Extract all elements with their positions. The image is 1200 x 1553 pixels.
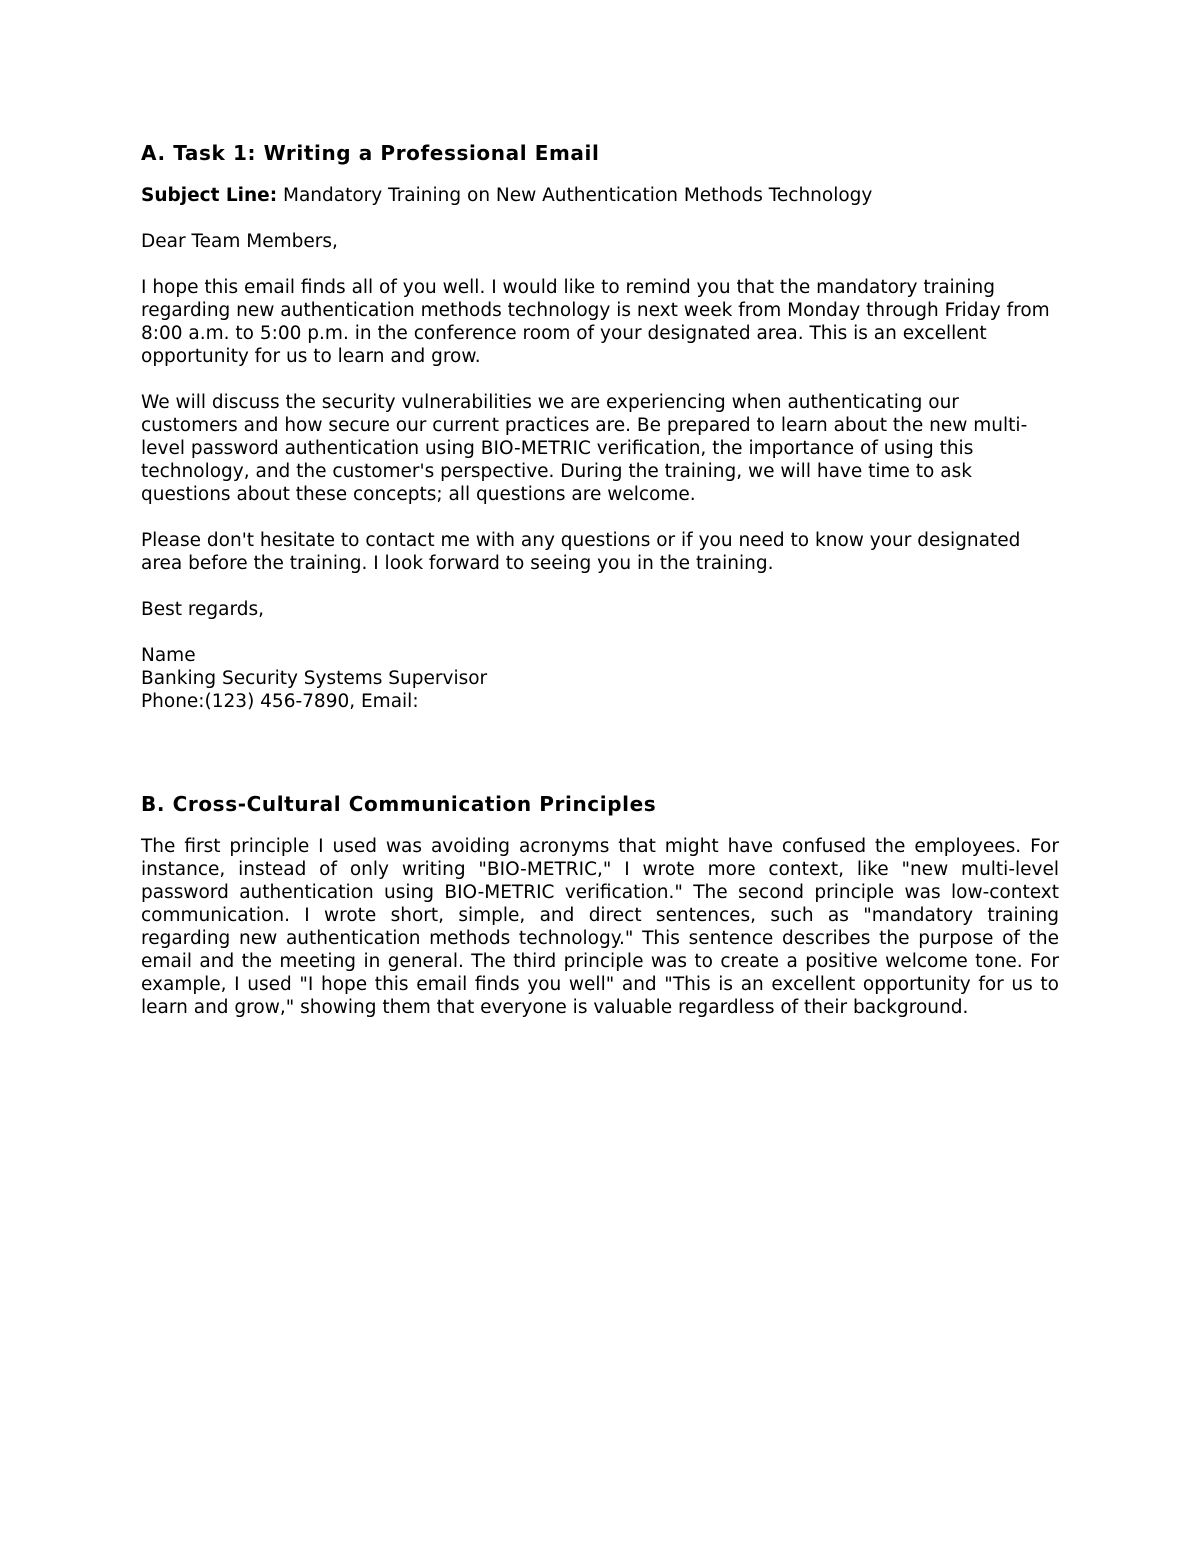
signature-name: Name	[141, 645, 196, 666]
signature-contact: Phone:(123) 456-7890, Email:	[141, 691, 419, 712]
email-paragraph-3: Please don't hesitate to contact me with any questions or if you need to know your designated area before the training. I look forward to seeing you in the training.	[141, 530, 1021, 574]
subject-text: Mandatory Training on New Authentication Methods Technology	[277, 185, 873, 206]
email-signature	[141, 644, 1059, 713]
subject-label: Subject Line:	[141, 185, 278, 206]
email-greeting: Dear Team Members,	[141, 231, 338, 252]
email-paragraph-2: We will discuss the security vulnerabilities we are experiencing when authenticating our customers and how secure our current practices are. Be prepared to learn about the new multi-level password authentication using BIO-METRIC verification, the importance of using this technology, and the customer's perspective. During the training, we will have time to ask questions about these concepts; all questions are welcome.	[141, 392, 1028, 505]
email-paragraph-1: I hope this email finds all of you well. I would like to remind you that the mandatory training regarding new authentication methods technology is next week from Monday through Friday from 8:00 a.m. to 5:00 p.m. in the conference room of your designated area. This is an excellent opportunity for us to learn and grow.	[141, 277, 1050, 367]
document-page	[141, 138, 1059, 1019]
subject-line	[141, 184, 1059, 207]
section-a-heading: A. Task 1: Writing a Professional Email	[141, 141, 600, 165]
section-b-heading: B. Cross-Cultural Communication Principles	[141, 792, 657, 816]
principles-paragraph: The first principle I used was avoiding acronyms that might have confused the employees. For instance, instead of only writing "BIO-METRIC," I wrote more context, like "new multi-level password authentication using BIO-METRIC verification." The second principle was low-context communication. I wrote short, simple, and direct sentences, such as "mandatory training regarding new authentication methods technology." This sentence describes the purpose of the email and the meeting in general. The third principle was to create a positive welcome tone. For example, I used "I hope this email finds you well" and "This is an excellent opportunity for us to learn and grow," showing them that everyone is valuable regardless of their background.	[141, 836, 1059, 1018]
signature-title: Banking Security Systems Supervisor	[141, 668, 488, 689]
email-closing: Best regards,	[141, 599, 265, 620]
